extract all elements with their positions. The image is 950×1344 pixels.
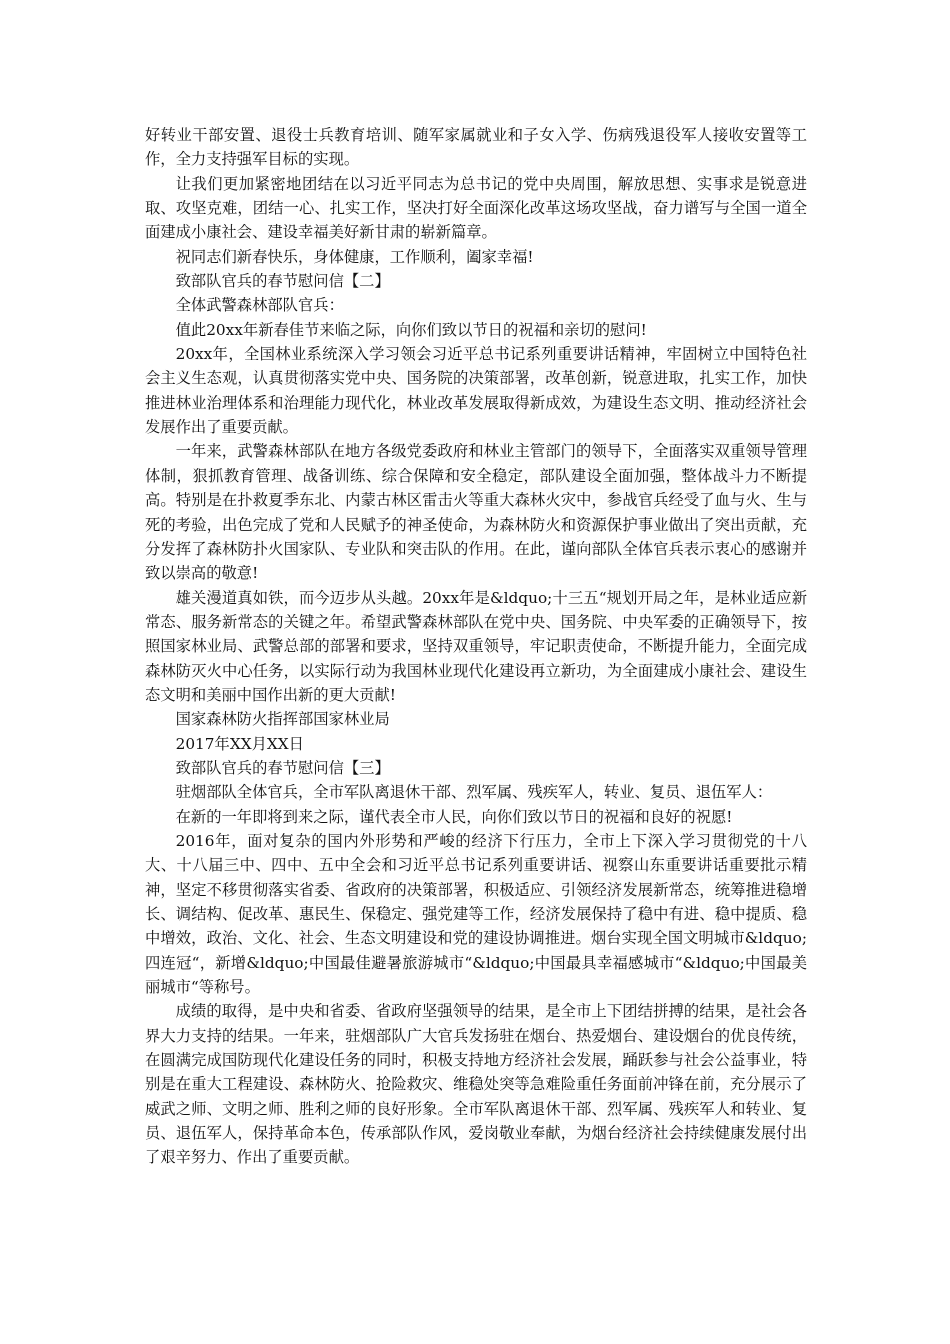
paragraph-6: 20xx年，全国林业系统深入学习领会习近平总书记系列重要讲话精神，牢固树立中国特色社会主义生态观，认真贯彻落实党中央、国务院的决策部署，改革创新，锐意进取，扎实工作，加快推进林业治理体系和治理能力现代化，林业改革发展取得新成效，为建设生态文明、推动经济社会发展作出了重要贡献。	[145, 345, 807, 437]
paragraph-1: 让我们更加紧密地团结在以习近平同志为总书记的党中央周围，解放思想、实事求是锐意进取、攻坚克难，团结一心、扎实工作，坚决打好全面深化改革这场攻坚战，奋力谱写与全国一道全面建成小康社会、建设幸福美好新甘肃的崭新篇章。	[145, 174, 807, 242]
paragraph-7: 一年来，武警森林部队在地方各级党委政府和林业主管部门的领导下，全面落实双重领导管理体制，狠抓教育管理、战备训练、综合保障和安全稳定，部队建设全面加强，整体战斗力不断提高。特别是在扑救夏季东北、内蒙古林区雷击火等重大森林火灾中，参战官兵经受了血与火、生与死的考验，出色完成了党和人民赋予的神圣使命，为森林防火和资源保护事业做出了突出贡献，充分发挥了森林防扑火国家队、专业队和突击队的作用。在此，谨向部队全体官兵表示衷心的感谢并致以崇高的敬意!	[145, 442, 807, 583]
paragraph-15: 成绩的取得，是中央和省委、省政府坚强领导的结果，是全市上下团结拼搏的结果，是社会各界大力支持的结果。一年来，驻烟部队广大官兵发扬驻在烟台、热爱烟台、建设烟台的优良传统，在圆满完成国防现代化建设任务的同时，积极支持地方经济社会发展，踊跃参与社会公益事业，特别是在重大工程建设、森林防火、抢险救灾、维稳处突等急难险重任务面前冲锋在前，充分展示了威武之师、文明之师、胜利之师的良好形象。全市军队离退休干部、烈军属、残疾军人和转业、复员、退伍军人，保持革命本色，传承部队作风，爱岗敬业奉献，为烟台经济社会持续健康发展付出了艰辛努力、作出了重要贡献。	[145, 1002, 807, 1167]
paragraph-14: 2016年，面对复杂的国内外形势和严峻的经济下行压力，全市上下深入学习贯彻党的十八大、十八届三中、四中、五中全会和习近平总书记系列重要讲话、视察山东重要讲话重要批示精神，坚定不移贯彻落实省委、省政府的决策部署，积极适应、引领经济发展新常态，统筹推进稳增长、调结构、促改革、惠民生、保稳定、强党建等工作，经济发展保持了稳中有进、稳中提质、稳中增效，政治、文化、社会、生态文明建设和党的建设协调推进。烟台实现全国文明城市&ldquo;四连冠“，新增&ldquo;中国最佳避暑旅游城市“&ldquo;中国最具幸福感城市“&ldquo;中国最美丽城市“等称号。	[145, 831, 807, 997]
paragraph-13: 在新的一年即将到来之际，谨代表全市人民，向你们致以节日的祝福和良好的祝愿!	[175, 807, 733, 826]
document-page	[145, 123, 807, 1170]
signature-date: 2017年XX月XX日	[175, 734, 304, 753]
paragraph-2: 祝同志们新春快乐，身体健康，工作顺利，阖家幸福!	[175, 247, 534, 266]
salutation-3: 驻烟部队全体官兵，全市军队离退休干部、烈军属、残疾军人，转业、复员、退伍军人：	[175, 783, 773, 802]
section-heading-3: 致部队官兵的春节慰问信【三】	[175, 758, 390, 777]
signature-org: 国家森林防火指挥部国家林业局	[175, 710, 390, 729]
salutation-2: 全体武警森林部队官兵：	[175, 296, 344, 315]
paragraph-0: 好转业干部安置、退役士兵教育培训、随军家属就业和子女入学、伤病残退役军人接收安置等工作，全力支持强军目标的实现。	[145, 126, 807, 169]
paragraph-8: 雄关漫道真如铁，而今迈步从头越。20xx年是&ldquo;十三五“规划开局之年，是林业适应新常态、服务新常态的关键之年。希望武警森林部队在党中央、国务院、中央军委的正确领导下，按照国家林业局、武警总部的部署和要求，坚持双重领导，牢记职责使命，不断提升能力，全面完成森林防灭火中心任务，以实际行动为我国林业现代化建设再立新功，为全面建成小康社会、建设生态文明和美丽中国作出新的更大贡献!	[145, 588, 807, 704]
paragraph-5: 值此20xx年新春佳节来临之际，向你们致以节日的祝福和亲切的慰问!	[175, 320, 647, 339]
section-heading-2: 致部队官兵的春节慰问信【二】	[175, 272, 390, 291]
